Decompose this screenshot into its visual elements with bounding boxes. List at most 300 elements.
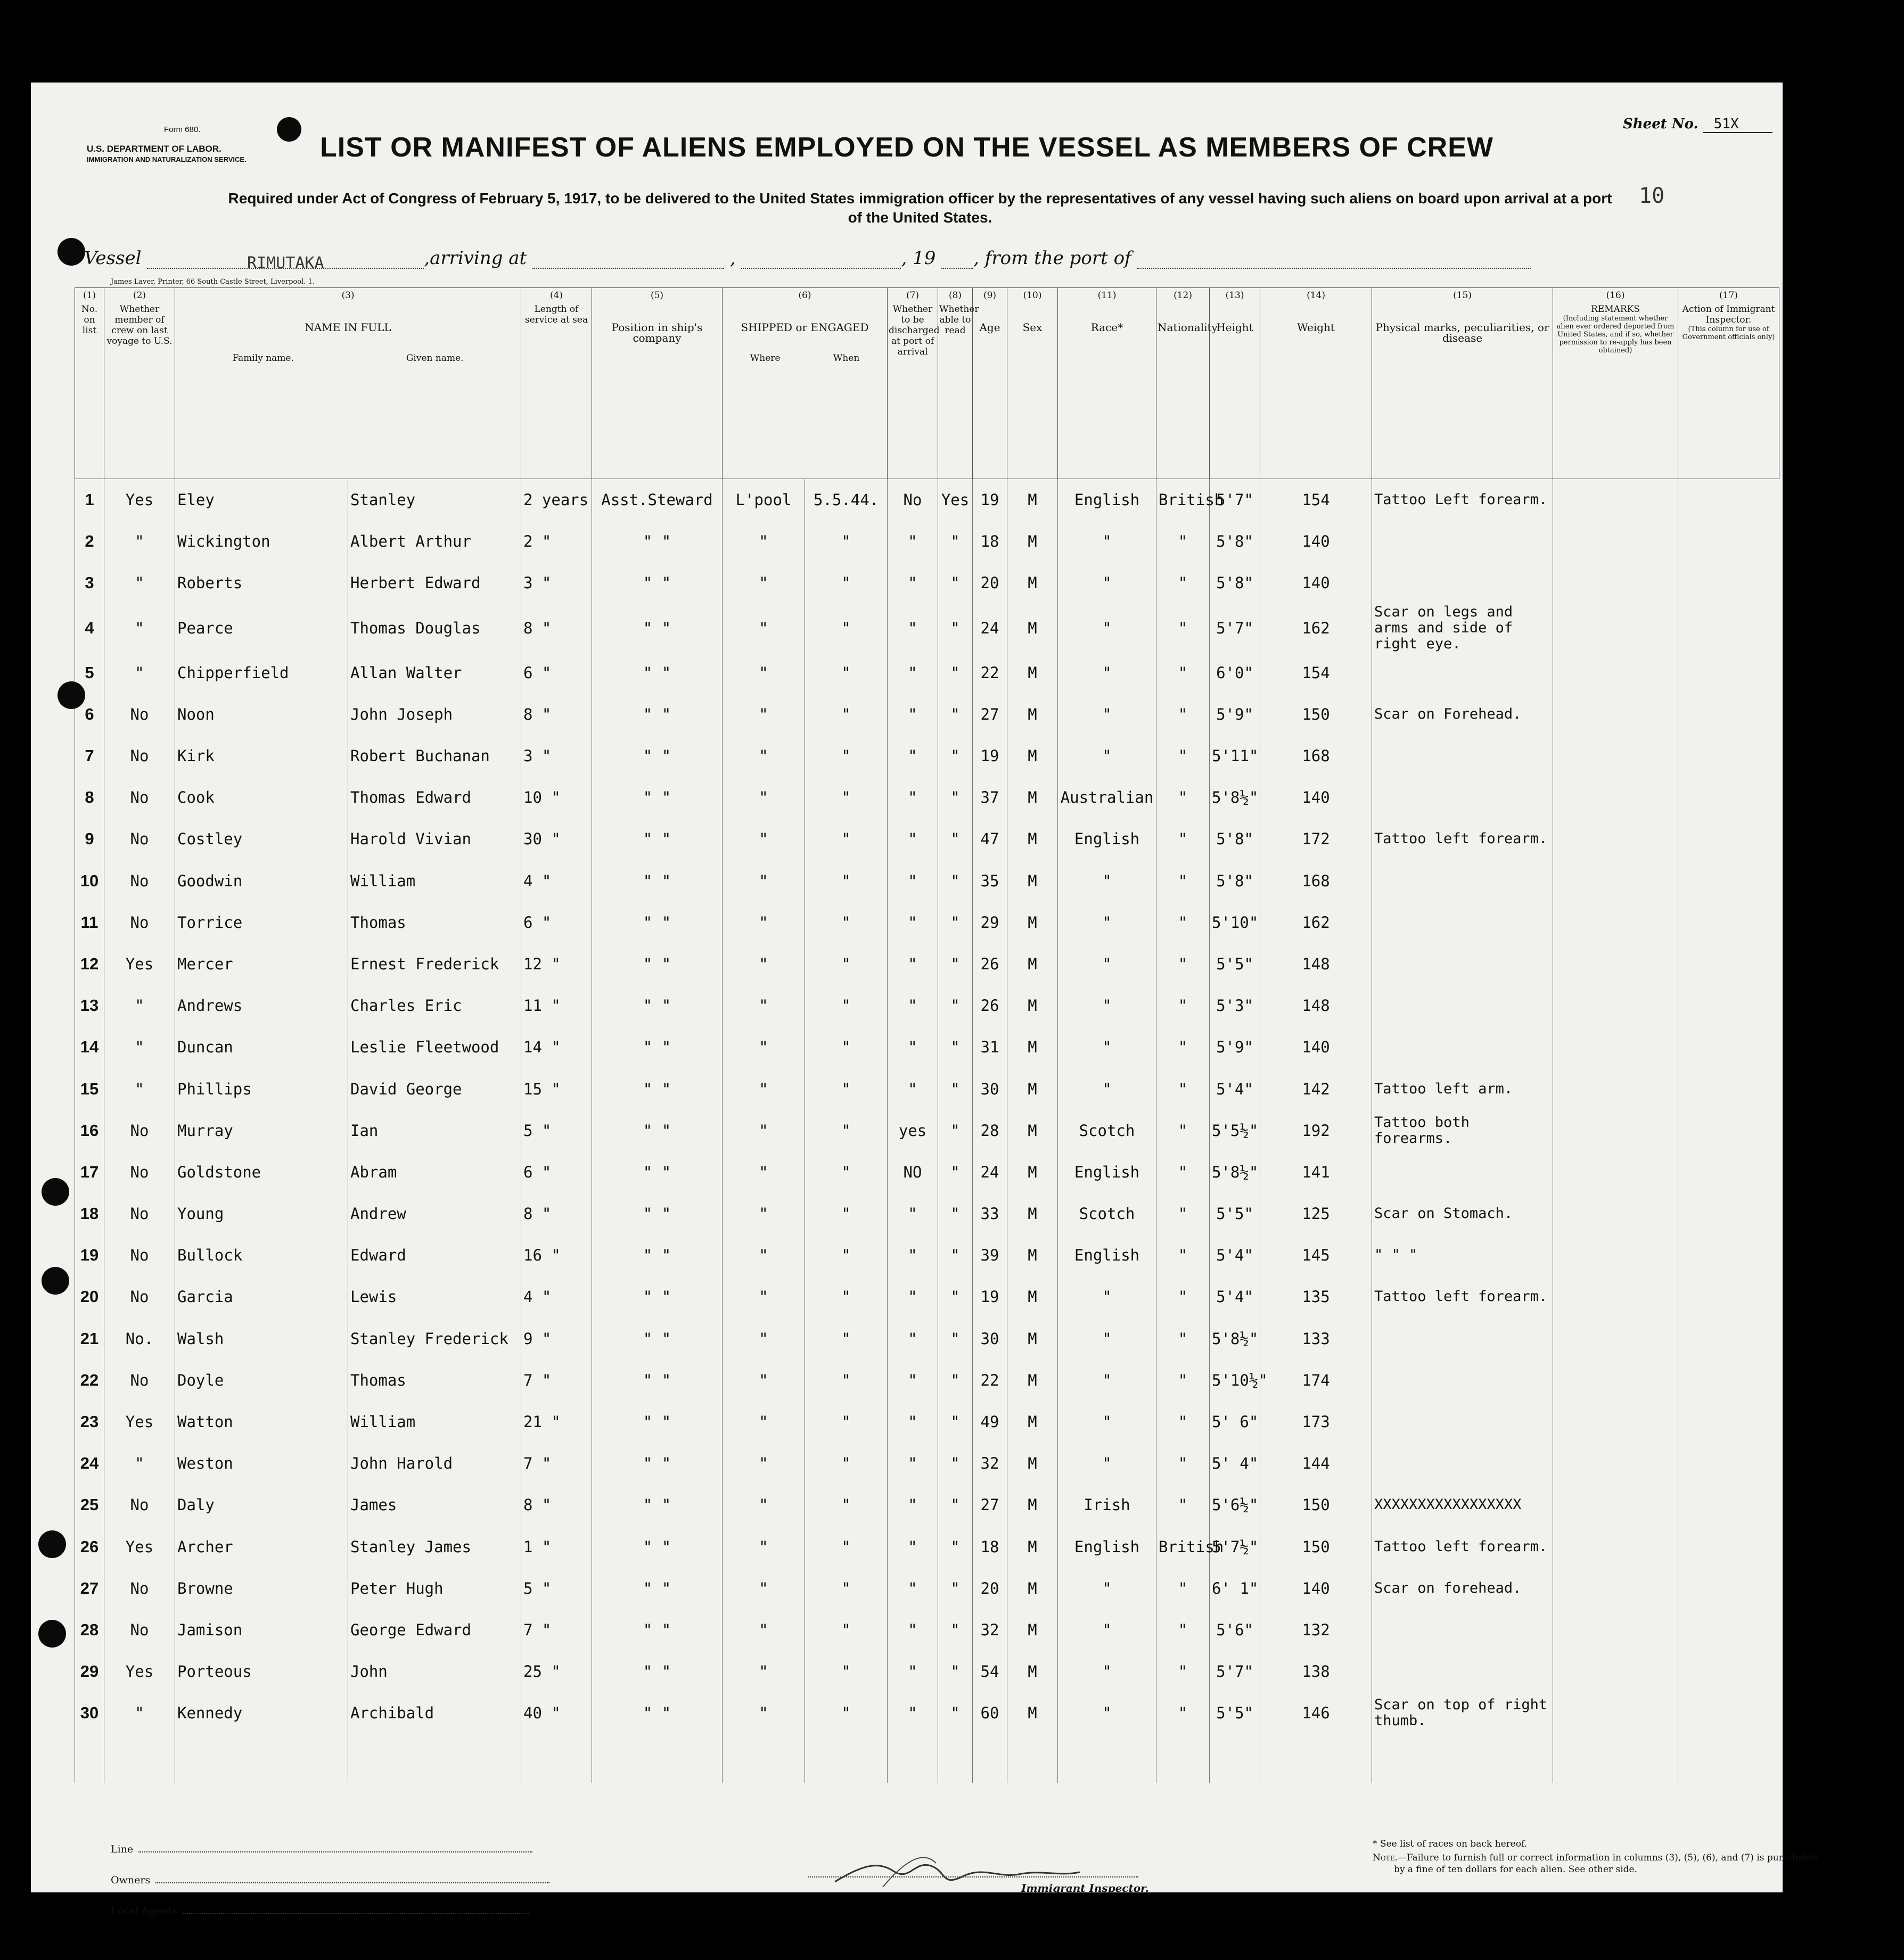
cell-nationality: " [1156,652,1210,694]
cell-inspector-action [1553,1360,1678,1401]
cell-discharged: " [888,1526,938,1568]
cell-read: " [938,1234,973,1276]
cell-discharged: " [888,1443,938,1484]
cell-no: 30 [75,1692,104,1734]
cell-weight: 140 [1260,1568,1372,1609]
cell-height: 5' 4" [1210,1443,1260,1484]
cell-read: " [938,985,973,1026]
cell-where: " [723,1484,805,1526]
cell-no: 17 [75,1151,104,1193]
cell-family: Roberts [175,562,348,604]
table-row [75,1609,1779,1651]
service-line: IMMIGRATION AND NATURALIZATION SERVICE. [87,155,247,163]
cell-family: Porteous [175,1651,348,1692]
cell-sex: M [1007,562,1058,604]
cell-given: Charles Eric [348,985,521,1026]
cell-service: 3 " [521,562,592,604]
cell-inspector-action [1553,1276,1678,1317]
cell-where: " [723,604,805,652]
cell-position: " " [592,1360,723,1401]
cell-service: 5 " [521,1110,592,1151]
cell-family: Weston [175,1443,348,1484]
cell-marks: Tattoo left forearm. [1372,1276,1553,1317]
cell-weight: 146 [1260,1692,1372,1734]
col-race: (11) Race* [1058,288,1156,479]
cell-when: " [805,1193,888,1234]
cell-weight: 173 [1260,1401,1372,1443]
cell-given: Stanley [348,479,521,521]
cell-last: " [104,652,175,694]
cell-race: " [1058,1026,1156,1068]
cell-inspector-action [1553,902,1678,943]
cell-position: " " [592,652,723,694]
cell-inspector-action [1553,1609,1678,1651]
cell-given: Stanley James [348,1526,521,1568]
cell-last: No [104,694,175,735]
cell-where: " [723,652,805,694]
cell-position: " " [592,1484,723,1526]
cell-no: 8 [75,777,104,818]
cell-inspector-action [1553,1318,1678,1360]
cell-family: Noon [175,694,348,735]
cell-discharged: " [888,1401,938,1443]
cell-race: " [1058,521,1156,562]
cell-nationality: " [1156,1110,1210,1151]
table-row [75,694,1779,735]
cell-age: 20 [973,562,1007,604]
cell-where: " [723,1276,805,1317]
cell-where: " [723,1526,805,1568]
cell-service: 4 " [521,1276,592,1317]
cell-sex: M [1007,818,1058,860]
cell-discharged: " [888,521,938,562]
cell-read: " [938,562,973,604]
cell-age: 24 [973,1151,1007,1193]
cell-sex: M [1007,1651,1058,1692]
cell-discharged: " [888,604,938,652]
cell-discharged: " [888,735,938,777]
cell-where: " [723,777,805,818]
cell-race: " [1058,1068,1156,1109]
cell-marks [1372,562,1553,604]
cell-age: 47 [973,818,1007,860]
cell-height: 5'8" [1210,521,1260,562]
cell-age: 60 [973,1692,1007,1734]
cell-last: No [104,818,175,860]
cell-where: " [723,1193,805,1234]
cell-given: Lewis [348,1276,521,1317]
cell-service: 10 " [521,777,592,818]
table-row [75,1692,1779,1734]
cell-discharged: " [888,777,938,818]
cell-sex: M [1007,1692,1058,1734]
cell-service: 7 " [521,1443,592,1484]
cell-race: " [1058,562,1156,604]
cell-weight: 142 [1260,1068,1372,1109]
cell-read: " [938,604,973,652]
cell-service: 9 " [521,1318,592,1360]
cell-age: 54 [973,1651,1007,1692]
table-row [75,1443,1779,1484]
cell-service: 2 " [521,521,592,562]
cell-when: " [805,943,888,985]
cell-position: " " [592,1651,723,1692]
cell-when: " [805,1234,888,1276]
cell-weight: 144 [1260,1443,1372,1484]
cell-service: 15 " [521,1068,592,1109]
cell-when: " [805,1651,888,1692]
cell-weight: 140 [1260,1026,1372,1068]
cell-no: 27 [75,1568,104,1609]
cell-position: " " [592,1318,723,1360]
cell-position: " " [592,860,723,902]
cell-read: " [938,1193,973,1234]
cell-nationality: " [1156,521,1210,562]
cell-height: 6'0" [1210,652,1260,694]
cell-last: No [104,1276,175,1317]
table-row [75,1651,1779,1692]
cell-position: Asst.Steward [592,479,723,521]
cell-marks: Tattoo left arm. [1372,1068,1553,1109]
cell-where: " [723,1068,805,1109]
cell-when: " [805,1110,888,1151]
cell-height: 5'8½" [1210,1318,1260,1360]
cell-discharged: " [888,1068,938,1109]
cell-family: Wickington [175,521,348,562]
cell-where: " [723,1609,805,1651]
table-row [75,1526,1779,1568]
cell-age: 35 [973,860,1007,902]
cell-height: 5'10" [1210,902,1260,943]
cell-age: 26 [973,985,1007,1026]
cell-read: " [938,1484,973,1526]
cell-when: " [805,985,888,1026]
cell-read: " [938,1609,973,1651]
cell-nationality: " [1156,1484,1210,1526]
cell-age: 27 [973,1484,1007,1526]
cell-position: " " [592,1568,723,1609]
punch-hole [42,1178,69,1206]
cell-no: 19 [75,1234,104,1276]
cell-read: " [938,1526,973,1568]
cell-race: " [1058,1401,1156,1443]
cell-position: " " [592,1026,723,1068]
cell-no: 14 [75,1026,104,1068]
table-row [75,604,1779,652]
cell-age: 27 [973,694,1007,735]
cell-family: Phillips [175,1068,348,1109]
cell-height: 5'7" [1210,479,1260,521]
cell-marks [1372,1651,1553,1692]
cell-weight: 150 [1260,694,1372,735]
cell-last: Yes [104,479,175,521]
cell-given: David George [348,1068,521,1109]
cell-where: " [723,1110,805,1151]
cell-age: 30 [973,1068,1007,1109]
cell-position: " " [592,1526,723,1568]
cell-service: 21 " [521,1401,592,1443]
table-row [75,1401,1779,1443]
cell-last: No [104,1151,175,1193]
cell-marks: Scar on top of right thumb. [1372,1692,1553,1734]
cell-where: " [723,1401,805,1443]
cell-last: No [104,1110,175,1151]
table-row [75,818,1779,860]
cell-given: Thomas Douglas [348,604,521,652]
cell-no: 2 [75,521,104,562]
cell-inspector-action [1553,479,1678,521]
cell-age: 19 [973,479,1007,521]
cell-race: " [1058,902,1156,943]
cell-read: " [938,1692,973,1734]
cell-service: 2 years [521,479,592,521]
cell-given: Thomas [348,1360,521,1401]
cell-position: " " [592,604,723,652]
cell-no: 10 [75,860,104,902]
cell-nationality: " [1156,943,1210,985]
cell-family: Costley [175,818,348,860]
cell-race: " [1058,860,1156,902]
cell-age: 20 [973,1568,1007,1609]
cell-nationality: " [1156,1318,1210,1360]
department-line: U.S. DEPARTMENT OF LABOR. [87,144,221,154]
cell-inspector-action [1553,1484,1678,1526]
cell-family: Murray [175,1110,348,1151]
cell-where: " [723,735,805,777]
cell-read: " [938,777,973,818]
cell-when: " [805,604,888,652]
cell-race: English [1058,1151,1156,1193]
cell-marks [1372,902,1553,943]
where-header: Where [750,353,781,364]
cell-weight: 140 [1260,777,1372,818]
cell-no: 1 [75,479,104,521]
cell-read: " [938,521,973,562]
cell-no: 15 [75,1068,104,1109]
cell-age: 28 [973,1110,1007,1151]
cell-given: Thomas Edward [348,777,521,818]
cell-sex: M [1007,1193,1058,1234]
cell-no: 5 [75,652,104,694]
cell-family: Daly [175,1484,348,1526]
cell-position: " " [592,1234,723,1276]
col-no: (1) No. on list [75,288,104,479]
arriving-label: ,arriving at [424,248,527,269]
cell-sex: M [1007,777,1058,818]
cell-service: 11 " [521,985,592,1026]
cell-no: 21 [75,1318,104,1360]
cell-age: 19 [973,735,1007,777]
cell-last: No [104,777,175,818]
cell-race: " [1058,694,1156,735]
cell-given: George Edward [348,1609,521,1651]
cell-discharged: " [888,1651,938,1692]
cell-position: " " [592,777,723,818]
table-row [75,479,1779,521]
cell-marks: Tattoo left forearm. [1372,818,1553,860]
cell-when: " [805,1026,888,1068]
cell-inspector-action [1553,943,1678,985]
cell-when: " [805,1276,888,1317]
cell-weight: 125 [1260,1193,1372,1234]
footer-fields [111,1834,549,1926]
cell-sex: M [1007,521,1058,562]
cell-discharged: " [888,902,938,943]
cell-service: 8 " [521,604,592,652]
cell-weight: 140 [1260,562,1372,604]
cell-weight: 140 [1260,521,1372,562]
cell-service: 1 " [521,1526,592,1568]
cell-sex: M [1007,479,1058,521]
cell-service: 8 " [521,1484,592,1526]
cell-marks [1372,777,1553,818]
cell-race: " [1058,1692,1156,1734]
cell-when: " [805,694,888,735]
cell-given: Peter Hugh [348,1568,521,1609]
cell-service: 7 " [521,1360,592,1401]
cell-weight: 168 [1260,860,1372,902]
cell-last: Yes [104,1651,175,1692]
cell-nationality: " [1156,985,1210,1026]
cell-no: 9 [75,818,104,860]
cell-read: " [938,1276,973,1317]
cell-where: " [723,1026,805,1068]
cell-where: " [723,521,805,562]
cell-last: " [104,604,175,652]
cell-position: " " [592,1068,723,1109]
table-row [75,985,1779,1026]
cell-height: 5'8" [1210,818,1260,860]
cell-last: " [104,1068,175,1109]
cell-service: 25 " [521,1651,592,1692]
cell-marks [1372,1443,1553,1484]
cell-nationality: " [1156,562,1210,604]
cell-inspector-action [1553,1651,1678,1692]
cell-inspector-action [1553,860,1678,902]
vessel-label: Vessel [84,248,142,269]
cell-position: " " [592,562,723,604]
cell-race: " [1058,1443,1156,1484]
cell-service: 6 " [521,902,592,943]
cell-when: " [805,1609,888,1651]
cell-sex: M [1007,902,1058,943]
cell-marks: Tattoo Left forearm. [1372,479,1553,521]
cell-sex: M [1007,652,1058,694]
cell-when: " [805,1151,888,1193]
table-row [75,1360,1779,1401]
cell-no: 24 [75,1443,104,1484]
printer-imprint: James Laver, Printer, 66 South Castle Street, Liverpool. 1. [111,278,315,286]
cell-last: No [104,860,175,902]
cell-discharged: " [888,943,938,985]
cell-weight: 148 [1260,985,1372,1026]
cell-weight: 162 [1260,604,1372,652]
cell-race: " [1058,652,1156,694]
cell-race: Australian [1058,777,1156,818]
cell-position: " " [592,735,723,777]
table-row [75,1234,1779,1276]
cell-discharged: " [888,1568,938,1609]
cell-where: " [723,1568,805,1609]
cell-no: 3 [75,562,104,604]
cell-height: 5'7½" [1210,1526,1260,1568]
cell-family: Young [175,1193,348,1234]
cell-last: No [104,1234,175,1276]
cell-discharged: " [888,1609,938,1651]
cell-nationality: " [1156,860,1210,902]
cell-service: 6 " [521,1151,592,1193]
cell-given: Ian [348,1110,521,1151]
cell-race: " [1058,985,1156,1026]
cell-height: 5'6½" [1210,1484,1260,1526]
cell-position: " " [592,1151,723,1193]
cell-when: 5.5.44. [805,479,888,521]
form-number: Form 680. [164,125,201,134]
cell-inspector-action [1553,1193,1678,1234]
inspector-label: Immigrant Inspector. [1021,1882,1149,1895]
cell-nationality: " [1156,1609,1210,1651]
cell-sex: M [1007,735,1058,777]
cell-last: No [104,1193,175,1234]
cell-sex: M [1007,694,1058,735]
cell-nationality: " [1156,1276,1210,1317]
cell-height: 5'10½" [1210,1360,1260,1401]
cell-discharged: " [888,1360,938,1401]
cell-discharged: " [888,562,938,604]
given-name-header: Given name. [406,353,464,364]
cell-given: John [348,1651,521,1692]
cell-marks [1372,1360,1553,1401]
cell-when: " [805,652,888,694]
col-shipped: (6) SHIPPED or ENGAGED Where When [723,288,888,479]
cell-race: English [1058,818,1156,860]
cell-read: " [938,943,973,985]
cell-given: Thomas [348,902,521,943]
cell-age: 18 [973,1526,1007,1568]
cell-service: 5 " [521,1568,592,1609]
cell-marks [1372,1401,1553,1443]
col-read: (8) Whether able to read [938,288,973,479]
table-row [75,902,1779,943]
cell-race: " [1058,1318,1156,1360]
cell-sex: M [1007,1068,1058,1109]
vessel-line: Vessel RIMUTAKA ,arriving at , , 19 , from the port of [84,248,1531,269]
cell-discharged: " [888,1276,938,1317]
cell-no: 23 [75,1401,104,1443]
cell-given: Albert Arthur [348,521,521,562]
cell-when: " [805,1401,888,1443]
cell-position: " " [592,521,723,562]
col-service: (4) Length of service at sea [521,288,592,479]
cell-age: 22 [973,1360,1007,1401]
cell-age: 32 [973,1443,1007,1484]
cell-height: 5'8" [1210,562,1260,604]
line-field: Line [111,1834,549,1865]
crew-rows [75,479,1779,1783]
cell-race: " [1058,604,1156,652]
cell-no: 16 [75,1110,104,1151]
cell-when: " [805,1318,888,1360]
cell-marks [1372,1318,1553,1360]
cell-discharged: yes [888,1110,938,1151]
cell-service: 6 " [521,652,592,694]
cell-family: Pearce [175,604,348,652]
cell-read: " [938,1318,973,1360]
cell-race: " [1058,1360,1156,1401]
cell-weight: 133 [1260,1318,1372,1360]
cell-race: English [1058,1526,1156,1568]
sheet-label: Sheet No. [1623,116,1698,132]
